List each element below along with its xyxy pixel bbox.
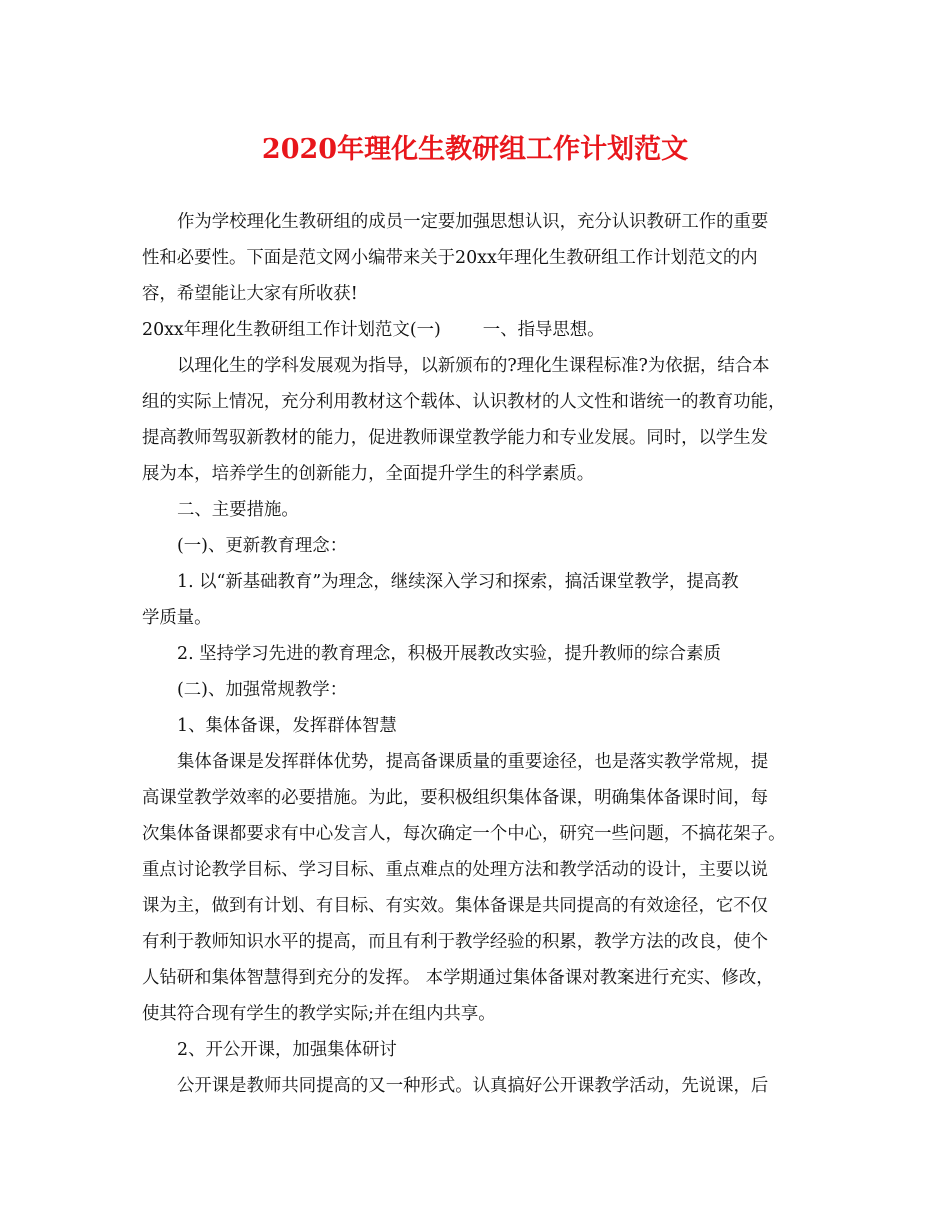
text-line: 集体备课是发挥群体优势，提高备课质量的重要途径，也是落实教学常规，提	[177, 752, 769, 772]
document-body	[142, 204, 818, 1104]
text-line: 组的实际上情况，充分利用教材这个载体、认识教材的人文性和谐统一的教育功能，	[142, 392, 786, 412]
text-line: 提高教师驾驭新教材的能力，促进教师课堂教学能力和专业发展。同时，以学生发	[142, 428, 769, 448]
heading-main-measures: 二、主要措施。	[177, 500, 299, 520]
subheading: (一)、更新教育理念：	[177, 536, 348, 556]
text-line: 性和必要性。下面是范文网小编带来关于20xx年理化生教研组工作计划范文的内	[142, 248, 758, 268]
text-line: 有利于教师知识水平的提高，而且有利于教学经验的积累，教学方法的改良，使个	[142, 932, 769, 952]
text-line: 容，希望能让大家有所收获!	[142, 284, 358, 304]
text-line: 课为主，做到有计划、有目标、有实效。集体备课是共同提高的有效途径，它不仅	[142, 896, 769, 916]
subheading: 1、集体备课，发挥群体智慧	[177, 716, 397, 736]
text-line: 使其符合现有学生的教学实际;并在组内共享。	[142, 1004, 496, 1024]
text-line: 展为本，培养学生的创新能力，全面提升学生的科学素质。	[142, 464, 595, 484]
text-line-with-heading	[142, 312, 818, 348]
section-title: 20xx年理化生教研组工作计划范文(一)	[142, 320, 441, 340]
document-title: 2020年理化生教研组工作计划范文	[261, 134, 689, 165]
subheading: 2、开公开课，加强集体研讨	[177, 1040, 397, 1060]
heading-guiding-thought: 一、指导思想。	[482, 320, 605, 340]
text-line: 人钻研和集体智慧得到充分的发挥。 本学期通过集体备课对教案进行充实、修改，	[142, 968, 774, 988]
text-line: 次集体备课都要求有中心发言人，每次确定一个中心，研究一些问题，不搞花架子。	[142, 824, 786, 844]
text-line: 1. 以“新基础教育”为理念，继续深入学习和探索，搞活课堂教学，提高教	[177, 572, 739, 592]
text-line: 重点讨论教学目标、学习目标、重点难点的处理方法和教学活动的设计，主要以说	[142, 860, 769, 880]
text-line: 以理化生的学科发展观为指导，以新颁布的?理化生课程标准?为依据，结合本	[177, 356, 770, 376]
text-line: 公开课是教师共同提高的又一种形式。认真搞好公开课教学活动，先说课，后	[177, 1076, 769, 1096]
subheading: (二)、加强常规教学：	[177, 680, 348, 700]
text-line: 作为学校理化生教研组的成员一定要加强思想认识，充分认识教研工作的重要	[177, 212, 769, 232]
text-line: 2. 坚持学习先进的教育理念，积极开展教改实验，提升教师的综合素质	[177, 644, 721, 664]
text-line: 学质量。	[142, 608, 212, 628]
text-line: 高课堂教学效率的必要措施。为此，要积极组织集体备课，明确集体备课时间，每	[142, 788, 769, 808]
